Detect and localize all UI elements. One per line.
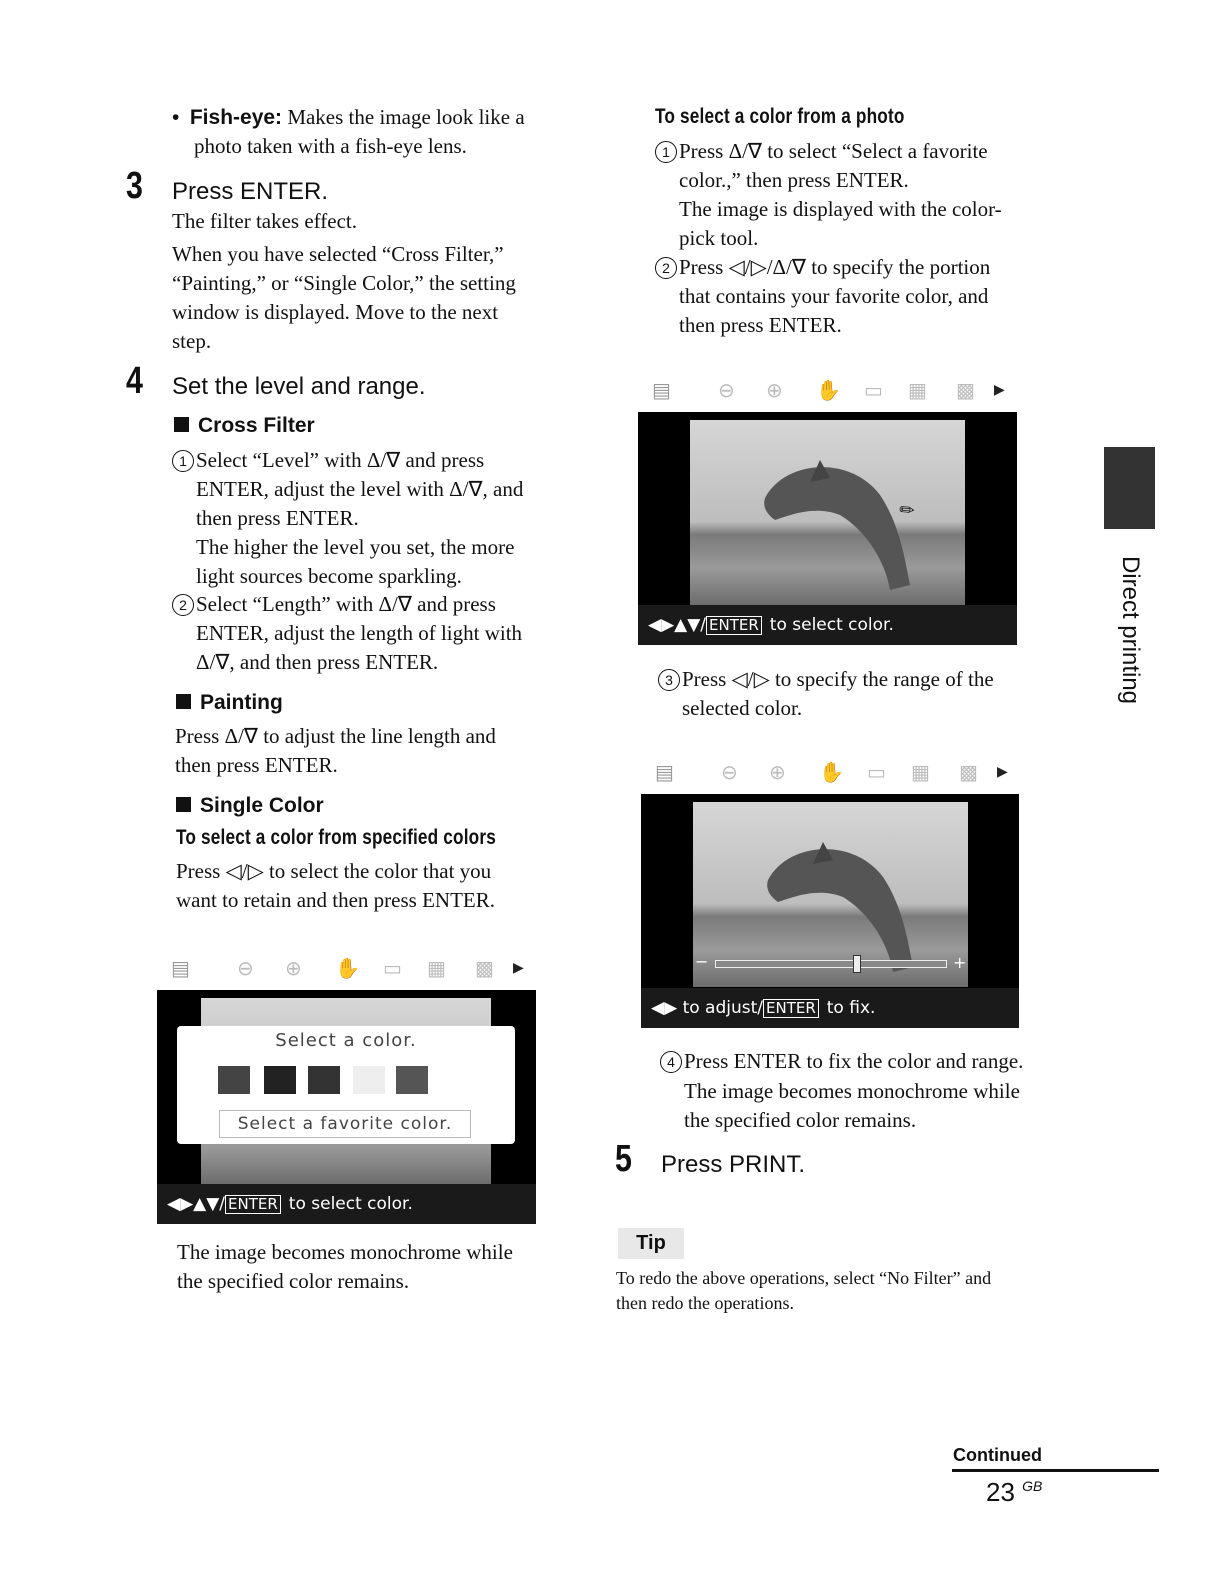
photo-1-l4: pick tool. [679, 226, 759, 250]
step-4-number: 4 [126, 360, 143, 402]
enter-key-icon: ENTER [225, 1195, 281, 1214]
minus-icon: − [695, 952, 709, 971]
fisheye-term: Fish-eye: [189, 106, 283, 129]
arrow-right-icon: ▶ [997, 764, 1008, 780]
cross-2-l1: 2 Select “Length” with Δ/∇ and press [172, 590, 496, 619]
arrow-right-icon: ▶ [513, 960, 524, 976]
step-3-number: 3 [126, 165, 143, 207]
slider-handle[interactable] [853, 955, 861, 973]
rotate-icon: ▭ [864, 378, 883, 402]
photo-2-l1: 2 Press ◁/▷/Δ/∇ to specify the portion [655, 253, 990, 282]
step-4-title: Set the level and range. [172, 373, 426, 400]
layout-icon: ▦ [908, 378, 927, 402]
cross-2-l3: Δ/∇, and then press ENTER. [196, 650, 439, 674]
footer-rule [952, 1469, 1159, 1472]
cross-1-l4: The higher the level you set, the more [196, 535, 515, 559]
edit-icon: ▩ [475, 956, 494, 980]
painting-l2: then press ENTER. [175, 753, 338, 777]
photo-4-l2: The image becomes monochrome while [684, 1079, 1020, 1103]
zoom-out-icon: ⊖ [721, 760, 738, 784]
cross-2-l2: ENTER, adjust the length of light with [196, 621, 523, 645]
screen-select-color [157, 946, 536, 1224]
help-text-fix: to fix. [826, 998, 876, 1018]
step-3-title: Press ENTER. [172, 178, 329, 205]
tip-text-l2: then redo the operations. [616, 1293, 794, 1313]
zoom-in-icon: ⊕ [769, 760, 786, 784]
arrow-keys-icon: ◀▶▲▼/ [648, 615, 707, 635]
filter-icon: ▤ [171, 956, 190, 980]
step-3-note-l1: When you have selected “Cross Filter,” [172, 242, 504, 266]
color-swatch-5[interactable] [396, 1066, 428, 1094]
continued-label: Continued [953, 1445, 1042, 1465]
fisheye-bullet: • Fish-eye: Makes the image look like a [172, 105, 525, 129]
cross-1-l2: ENTER, adjust the level with Δ/∇, and [196, 477, 524, 501]
painting-heading: Painting [176, 691, 283, 715]
step-3-note-l4: step. [172, 329, 212, 353]
zoom-out-icon: ⊖ [237, 956, 254, 980]
slider-track[interactable] [715, 960, 947, 968]
color-swatch-4[interactable] [353, 1066, 385, 1094]
specified-l1: Press ◁/▷ to select the color that you [176, 859, 492, 883]
toolbar [157, 946, 536, 990]
color-swatch-3[interactable] [308, 1066, 340, 1094]
photo-4-l3: the specified color remains. [684, 1108, 917, 1132]
filter-icon: ▤ [652, 378, 671, 402]
eyedropper-icon[interactable]: ✎ [895, 497, 921, 524]
photo-1-l1: 1 Press Δ/∇ to select “Select a favorite [655, 137, 988, 166]
cross-filter-heading: Cross Filter [174, 414, 315, 438]
toolbar [638, 368, 1017, 412]
tip-label: Tip [618, 1228, 684, 1259]
photo-color-heading: To select a color from a photo [655, 105, 905, 128]
help-text-adjust: to adjust/ [682, 998, 763, 1018]
tip-text-l1: To redo the above operations, select “No Filter” and [616, 1268, 992, 1288]
range-slider[interactable] [693, 952, 968, 972]
zoom-in-icon: ⊕ [285, 956, 302, 980]
section-label: Direct printing [1117, 555, 1144, 705]
filter-icon: ▤ [655, 760, 674, 784]
enter-key-icon: ENTER [706, 616, 762, 635]
specified-l2: want to retain and then press ENTER. [176, 888, 495, 912]
step-3-note-l2: “Painting,” or “Single Color,” the setting [172, 271, 516, 295]
painting-l1: Press Δ/∇ to adjust the line length and [175, 724, 496, 748]
color-dialog [177, 1026, 515, 1144]
edit-icon: ▩ [956, 378, 975, 402]
fisheye-desc-2: photo taken with a fish-eye lens. [194, 134, 467, 158]
help-bar [641, 988, 1019, 1028]
cross-1-l1: 1 Select “Level” with Δ/∇ and press [172, 446, 484, 475]
section-tab-marker [1104, 447, 1155, 529]
select-favorite-color-button[interactable]: Select a favorite color. [219, 1110, 471, 1138]
arrow-keys-icon: ◀▶▲▼/ [167, 1194, 226, 1214]
arrow-right-icon: ▶ [994, 382, 1005, 398]
dolphin-photo [690, 420, 965, 605]
hand-icon: ✋ [335, 956, 360, 980]
rotate-icon: ▭ [383, 956, 402, 980]
screen-color-range [641, 750, 1019, 1028]
photo-1-l2: color.,” then press ENTER. [679, 168, 909, 192]
edit-icon: ▩ [959, 760, 978, 784]
photo-1-l3: The image is displayed with the color- [679, 197, 1002, 221]
photo-4-l1: 4 Press ENTER to fix the color and range. [660, 1047, 1023, 1076]
help-bar [638, 605, 1017, 645]
enter-key-icon: ENTER [763, 999, 819, 1018]
fisheye-desc-1: Makes the image look like a [287, 105, 525, 129]
arrow-keys-icon: ◀▶ [651, 998, 678, 1018]
color-swatch-1[interactable] [218, 1066, 250, 1094]
hand-icon: ✋ [816, 378, 841, 402]
page-suffix: GB [1022, 1478, 1043, 1494]
step-5-title: Press PRINT. [661, 1151, 806, 1178]
rotate-icon: ▭ [867, 760, 886, 784]
photo-3-l2: selected color. [682, 696, 803, 720]
photo-2-l2: that contains your favorite color, and [679, 284, 989, 308]
layout-icon: ▦ [427, 956, 446, 980]
result-l1: The image becomes monochrome while [177, 1240, 513, 1264]
cross-1-l3: then press ENTER. [196, 506, 359, 530]
color-swatch-2[interactable] [264, 1066, 296, 1094]
screen-color-pick [638, 368, 1017, 645]
single-color-heading: Single Color [176, 794, 324, 818]
toolbar [641, 750, 1019, 794]
help-text: to select color. [769, 615, 894, 635]
step-3-text: The filter takes effect. [172, 209, 358, 233]
step-5-number: 5 [615, 1138, 632, 1180]
step-3-note-l3: window is displayed. Move to the next [172, 300, 499, 324]
result-l2: the specified color remains. [177, 1269, 410, 1293]
specified-colors-heading: To select a color from specified colors [176, 826, 496, 849]
hand-icon: ✋ [819, 760, 844, 784]
plus-icon: + [953, 953, 967, 972]
help-text: to select color. [288, 1194, 413, 1214]
layout-icon: ▦ [911, 760, 930, 784]
dolphin-graphic [690, 420, 965, 605]
dialog-title: Select a color. [275, 1030, 417, 1051]
zoom-in-icon: ⊕ [766, 378, 783, 402]
cross-1-l5: light sources become sparkling. [196, 564, 462, 588]
zoom-out-icon: ⊖ [718, 378, 735, 402]
photo-3-l1: 3 Press ◁/▷ to specify the range of the [658, 665, 994, 694]
photo-2-l3: then press ENTER. [679, 313, 842, 337]
page-number: 23 $^{GB}$ [986, 1477, 1043, 1507]
help-bar [157, 1184, 536, 1224]
